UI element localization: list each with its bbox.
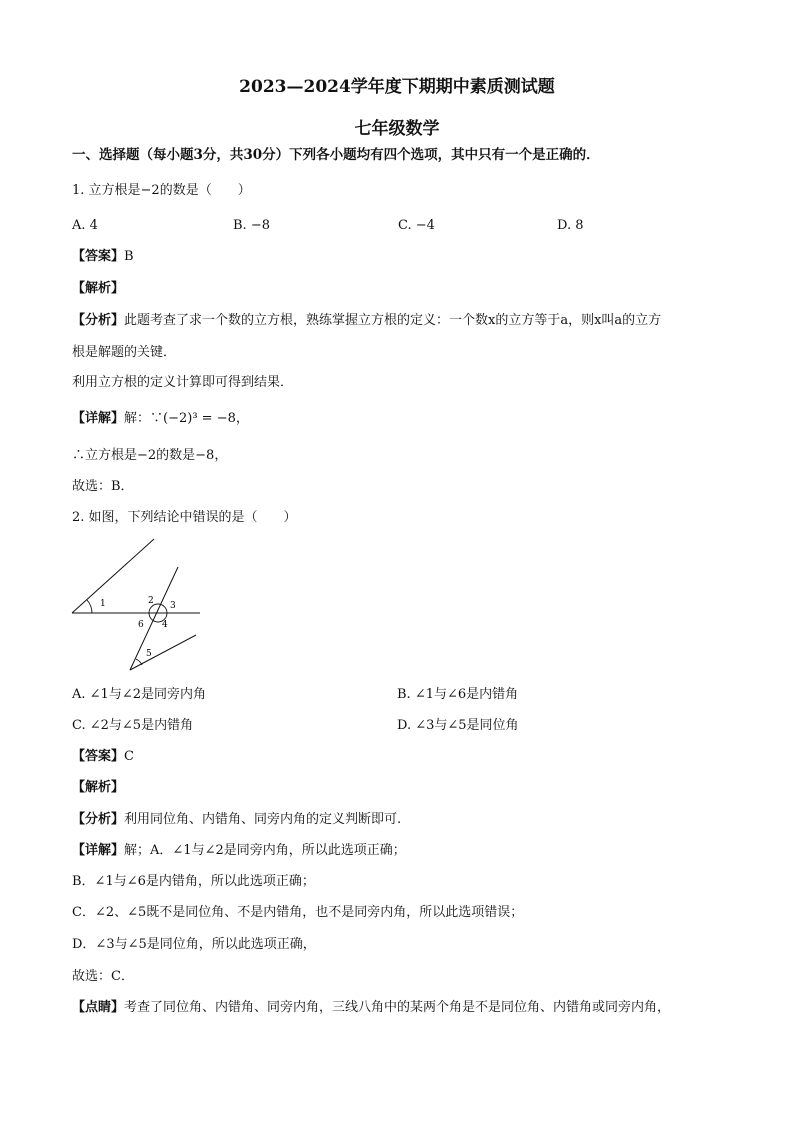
q1-stem: 1. 立方根是−2的数是（ ）: [72, 183, 251, 198]
q2-analysis-tag: 【解析】: [72, 780, 125, 795]
q2-xiangjie-line-1: [72, 842, 406, 860]
fenxi-tag: 【分析】: [72, 812, 125, 827]
angle-1-arc: [87, 600, 92, 613]
q2-option-c: C. ∠2与∠5是内错角: [72, 718, 194, 733]
q2-answer: C: [124, 749, 134, 764]
answer-tag: 【答案】: [72, 249, 125, 264]
q1-choose: 故选：B．: [72, 479, 134, 494]
q2-xiangjie-line-3: C．∠2、∠5既不是同位角、不是内错角，也不是同旁内角，所以此选项错误；: [72, 905, 524, 920]
section-heading: 一、选择题（每小题3分，共30分）下列各小题均有四个选项，其中只有一个是正确的．: [72, 147, 600, 163]
q2-answer-line: [72, 748, 134, 766]
q2-stem: 2. 如图，下列结论中错误的是（ ）: [72, 510, 297, 525]
q1-xiangjie-line-2: ∴立方根是−2的数是−8，: [72, 448, 228, 463]
q1-answer: B: [124, 249, 134, 264]
transversal-line-upper: [72, 539, 154, 613]
q1-option-c: C. −4: [398, 218, 435, 233]
q1-option-a: A. 4: [72, 218, 98, 233]
page-title: 2023—2024学年度下期期中素质测试题: [239, 77, 555, 97]
q2-xiangjie-line-2: B．∠1与∠6是内错角，所以此选项正确；: [72, 874, 315, 889]
q2-fenxi-line: [72, 811, 401, 829]
q1-fenxi-line-2: 根是解题的关键．: [72, 345, 177, 360]
lower-line: [130, 635, 196, 670]
q2-option-b: B. ∠1与∠6是内错角: [397, 687, 519, 702]
angle-label-1: 1: [100, 599, 106, 609]
q2-option-a: A. ∠1与∠2是同旁内角: [72, 687, 206, 702]
q2-option-d: D. ∠3与∠5是同位角: [397, 718, 519, 733]
q1-fenxi-line-3: 利用立方根的定义计算即可得到结果．: [72, 375, 294, 390]
angles-figure: [66, 535, 206, 675]
xiangjie-tag: 【详解】: [72, 411, 125, 426]
page-subtitle: 七年级数学: [354, 119, 440, 139]
answer-tag: 【答案】: [72, 749, 125, 764]
q2-xiangjie-line-4: D．∠3与∠5是同位角，所以此选项正确，: [72, 937, 316, 952]
q2-choose: 故选：C．: [72, 969, 134, 984]
q1-fenxi-text-1: 此题考查了求一个数的立方根，熟练掌握立方根的定义：一个数x的立方等于a，则x叫a的立方: [124, 313, 662, 328]
q1-option-b: B. −8: [233, 218, 270, 233]
q1-option-d: D. 8: [557, 218, 584, 233]
angle-label-2: 2: [148, 596, 154, 606]
fenxi-tag: 【分析】: [72, 313, 125, 328]
angle-label-5: 5: [146, 649, 152, 659]
q1-analysis-tag: 【解析】: [72, 281, 125, 296]
xiangjie-tag: 【详解】: [72, 843, 125, 858]
dianjing-tag: 【点睛】: [72, 1000, 125, 1015]
q2-dianjing-line: [72, 999, 670, 1017]
q1-fenxi-line-1: [72, 312, 661, 330]
angle-5-arc: [136, 659, 142, 665]
transversal-line-steep: [130, 567, 178, 670]
q1-xiangjie-line-1: [72, 410, 249, 428]
angle-label-6: 6: [138, 620, 144, 630]
q2-dianjing-text: 考查了同位角、内错角、同旁内角，三线八角中的某两个角是不是同位角、内错角或同旁内角，: [124, 1000, 671, 1015]
angle-label-4: 4: [162, 620, 168, 630]
q1-answer-line: [72, 248, 134, 266]
angle-label-3: 3: [170, 601, 176, 611]
q2-xiangjie-text-1: 解；A．∠1与∠2是同旁内角，所以此选项正确；: [124, 843, 406, 858]
q2-fenxi-text: 利用同位角、内错角、同旁内角的定义判断即可.: [124, 812, 402, 827]
q1-xiangjie-text-1: 解：∵(−2)³ = −8，: [124, 411, 249, 426]
